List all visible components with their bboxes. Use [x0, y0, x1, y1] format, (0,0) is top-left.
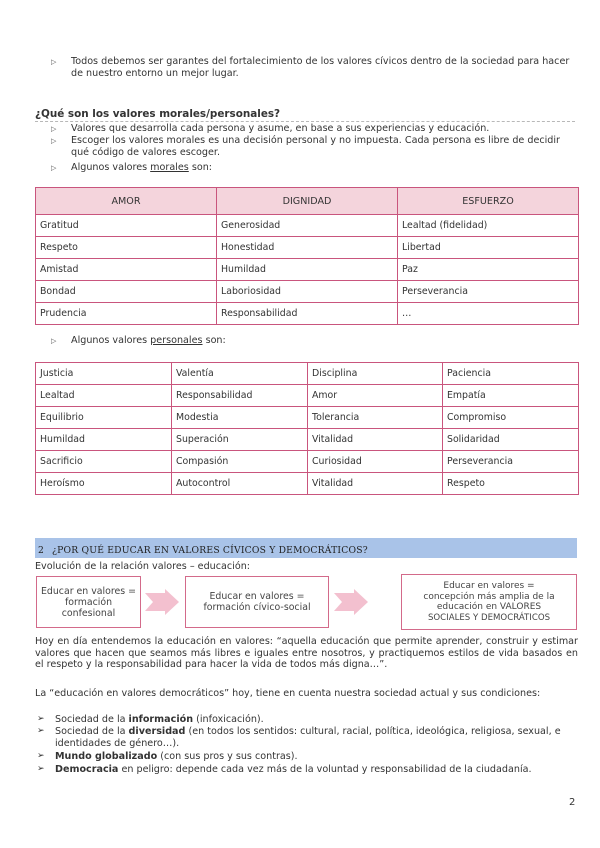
table-row: [36, 429, 579, 451]
table-cell: Heroísmo: [36, 473, 172, 495]
arrow-right-icon: [145, 589, 179, 615]
table-row: [36, 407, 579, 429]
table-cell: Compromiso: [443, 407, 579, 429]
table-cell: Paz: [398, 259, 579, 281]
header-esfuerzo: ESFUERZO: [398, 188, 579, 215]
arrowhead-bullet-icon: ➢: [37, 714, 45, 724]
condition-post: en peligro: depende cada vez más de la voluntad y responsabilidad de la ciudadanía.: [118, 764, 532, 775]
intro-after: son:: [188, 162, 213, 173]
table-cell: Compasión: [172, 451, 308, 473]
table-cell: Solidaridad: [443, 429, 579, 451]
table-cell: Valentía: [172, 363, 308, 385]
table-cell: Paciencia: [443, 363, 579, 385]
intro-before: Algunos valores: [71, 335, 151, 346]
personal-values-intro: [51, 335, 577, 347]
table-cell: Respeto: [36, 237, 217, 259]
table-row: [36, 451, 579, 473]
condition-post: (infoxicación).: [193, 714, 264, 725]
box-line: formación confesional: [61, 596, 116, 619]
section-2-header: [35, 538, 577, 558]
condition-item: [37, 764, 575, 776]
evolution-box-2: [185, 576, 329, 628]
table-row: [36, 473, 579, 495]
section-number: 2: [38, 545, 45, 556]
page-number: 2: [569, 797, 576, 808]
condition-bold: Mundo globalizado: [55, 751, 158, 762]
condition-item: [37, 726, 575, 749]
table-row: [36, 259, 579, 281]
table-cell: Gratitud: [36, 215, 217, 237]
table-cell: Prudencia: [36, 303, 217, 325]
table-cell: Responsabilidad: [217, 303, 398, 325]
personales-underlined: personales: [150, 335, 203, 346]
intro-before: Algunos valores: [71, 162, 151, 173]
box-line: Educar en valores =: [40, 585, 136, 597]
evolution-box-3: [401, 574, 577, 630]
triangle-bullet-icon: ▷: [51, 137, 57, 145]
moral-values-intro: [51, 162, 577, 174]
moral-bullet-1: [51, 123, 577, 135]
table-row: [36, 363, 579, 385]
moral-values-intro-text: [55, 162, 577, 174]
condition-post: (en todos los sentidos: cultural, racial, política, ideológica, religiosa, sexual, e identidades de género…).: [55, 726, 561, 749]
personal-values-table: [35, 362, 579, 495]
moral-values-table: [35, 187, 579, 325]
table-cell: Vitalidad: [308, 473, 443, 495]
education-definition-paragraph: Hoy en día entendemos la educación en valores: “aquella educación que permite aprender, construir y estimar valores que hacen que seamos más libres e iguales entre nosotros, y practiquemos estilos de vida basados en el respeto y la responsabilidad para hacer la vida de todos más digna…”.: [35, 636, 578, 670]
table-cell: Lealtad: [36, 385, 172, 407]
table-cell: Amistad: [36, 259, 217, 281]
arrowhead-bullet-icon: ➢: [37, 764, 45, 774]
table-cell: Humildad: [217, 259, 398, 281]
table-cell: Lealtad (fidelidad): [398, 215, 579, 237]
table-row: [36, 303, 579, 325]
table-cell: Empatía: [443, 385, 579, 407]
arrow-right-icon: [334, 589, 368, 615]
table-cell: Sacrificio: [36, 451, 172, 473]
table-row: [36, 215, 579, 237]
table-cell: Bondad: [36, 281, 217, 303]
table-cell: Honestidad: [217, 237, 398, 259]
table-cell: Superación: [172, 429, 308, 451]
moral-bullet-2: [51, 135, 577, 158]
arrowhead-bullet-icon: ➢: [37, 726, 45, 736]
evolution-box-1: [36, 576, 141, 628]
table-cell: Justicia: [36, 363, 172, 385]
table-cell: Disciplina: [308, 363, 443, 385]
box-line: Educar en valores =: [443, 581, 535, 591]
evolution-label: Evolución de la relación valores – educación:: [35, 561, 251, 572]
condition-bold: diversidad: [128, 726, 186, 737]
table-cell: Perseverancia: [443, 451, 579, 473]
table-row: [36, 281, 579, 303]
table-cell: Humildad: [36, 429, 172, 451]
democratic-education-paragraph: La “educación en valores democráticos” hoy, tiene en cuenta nuestra sociedad actual y sus condiciones:: [35, 688, 541, 699]
condition-pre: Sociedad de la: [55, 714, 129, 725]
table-cell: Modestia: [172, 407, 308, 429]
table-cell: Autocontrol: [172, 473, 308, 495]
table-cell: Curiosidad: [308, 451, 443, 473]
triangle-bullet-icon: ▷: [51, 58, 57, 66]
table-cell: Laboriosidad: [217, 281, 398, 303]
table-header-row: [36, 188, 579, 215]
condition-item: [37, 714, 575, 726]
table-cell: Equilibrio: [36, 407, 172, 429]
moral-bullet-text: Escoger los valores morales es una decisión personal y no impuesta. Cada persona es libre de decidir qué código de valores escoger.: [71, 135, 561, 158]
condition-post: (con sus pros y sus contras).: [157, 751, 298, 762]
condition-bold: información: [128, 714, 194, 725]
moral-bullet-text: Valores que desarrolla cada persona y asume, en base a sus experiencias y educación.: [71, 123, 490, 134]
table-cell: …: [398, 303, 579, 325]
header-amor: AMOR: [36, 188, 217, 215]
personal-values-intro-text: [55, 335, 577, 347]
condition-item: [37, 751, 575, 763]
box-line: SOCIALES Y DEMOCRÁTICOS: [427, 612, 551, 623]
box-line: concepción más amplia de la: [423, 591, 555, 602]
table-cell: Generosidad: [217, 215, 398, 237]
intro-bullet-text: Todos debemos ser garantes del fortalecimiento de los valores cívicos dentro de la sociedad para hacer de nuestro entorno un mejor lugar.: [71, 56, 570, 79]
table-row: [36, 385, 579, 407]
table-cell: Amor: [308, 385, 443, 407]
box-line: educación en VALORES: [436, 602, 542, 612]
section-title: ¿POR QUÉ EDUCAR EN VALORES CÍVICOS Y DEMOCRÁTICOS?: [52, 545, 368, 556]
intro-bullet: [51, 56, 577, 79]
table-cell: Libertad: [398, 237, 579, 259]
table-cell: Vitalidad: [308, 429, 443, 451]
morales-underlined: morales: [150, 162, 189, 173]
condition-pre: Sociedad de la: [55, 726, 129, 737]
table-cell: Respeto: [443, 473, 579, 495]
moral-values-heading: ¿Qué son los valores morales/personales?: [35, 108, 575, 122]
intro-after: son:: [202, 335, 226, 346]
table-row: [36, 237, 579, 259]
table-cell: Responsabilidad: [172, 385, 308, 407]
triangle-bullet-icon: ▷: [51, 125, 57, 133]
header-dignidad: DIGNIDAD: [217, 188, 398, 215]
table-cell: Tolerancia: [308, 407, 443, 429]
box-line: formación cívico-social: [203, 602, 311, 613]
table-cell: Perseverancia: [398, 281, 579, 303]
condition-bold: Democracia: [55, 764, 119, 775]
box-line: Educar en valores =: [209, 591, 305, 602]
arrowhead-bullet-icon: ➢: [37, 751, 45, 761]
triangle-bullet-icon: ▷: [51, 164, 57, 172]
triangle-bullet-icon: ▷: [51, 337, 57, 345]
